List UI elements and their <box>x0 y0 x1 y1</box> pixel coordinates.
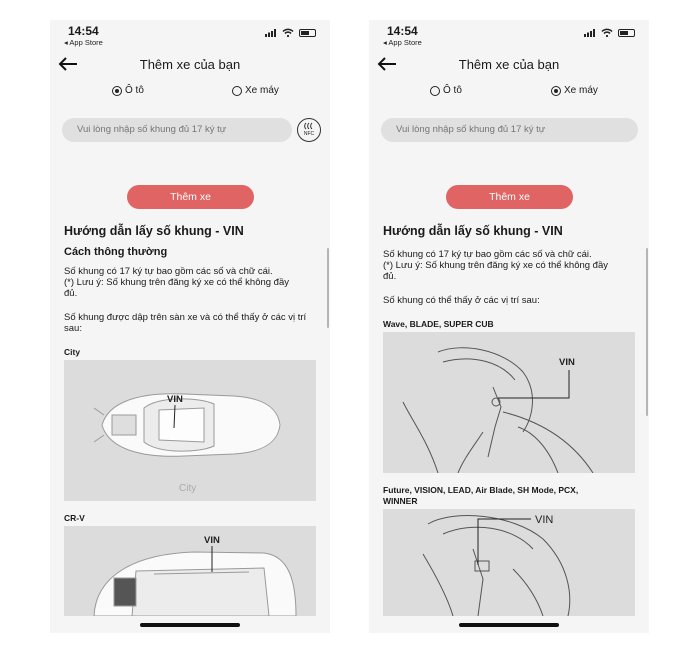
radio-checked-icon <box>551 86 561 96</box>
crv-vin-diagram <box>64 526 316 616</box>
vehicle-type-selector <box>369 85 649 101</box>
vin-input[interactable] <box>62 118 292 142</box>
radio-motorbike-label: Xe máy <box>564 85 598 96</box>
nfc-label: NFC <box>303 131 315 137</box>
scrollbar[interactable] <box>327 248 329 328</box>
phone-screen-motorbike <box>369 20 649 633</box>
nfc-icon <box>304 122 314 130</box>
guide-title: Hướng dẫn lấy số khung - VIN <box>64 224 244 238</box>
system-icons <box>584 28 635 37</box>
radio-motorbike[interactable] <box>232 85 279 96</box>
radio-motorbike-label: Xe máy <box>245 85 279 96</box>
status-bar <box>50 20 330 50</box>
radio-unchecked-icon <box>232 86 242 96</box>
home-indicator[interactable] <box>140 623 240 627</box>
model-name-crv: CR-V <box>64 513 85 523</box>
wave-vin-diagram <box>383 332 635 473</box>
status-time: 14:54 <box>387 24 418 38</box>
vehicle-type-selector <box>50 85 330 101</box>
vin-input[interactable] <box>381 118 638 142</box>
battery-icon <box>618 29 635 37</box>
motorbike-frame-image <box>383 332 635 473</box>
add-vehicle-button[interactable]: Thêm xe <box>127 185 254 209</box>
status-bar <box>369 20 649 50</box>
model-name-city: City <box>64 347 81 357</box>
radio-checked-icon <box>112 86 122 96</box>
radio-car-label: Ô tô <box>443 85 462 96</box>
cellular-icon <box>584 29 596 37</box>
status-time: 14:54 <box>68 24 99 38</box>
cellular-icon <box>265 29 277 37</box>
radio-car-label: Ô tô <box>125 85 144 96</box>
guide-paragraph-1: Số khung có 17 ký tự bao gồm các số và chữ cái. (*) Lưu ý: Số khung trên đăng ký xe có thể không đầy đủ. <box>64 266 289 299</box>
city-vin-diagram <box>64 360 316 501</box>
page-title: Thêm xe của bạn <box>139 57 241 72</box>
guide-paragraph-2: Số khung được dập trên sàn xe và có thể thấy ở các vị trí sau: <box>64 312 307 334</box>
guide-subtitle: Cách thông thường <box>64 246 168 258</box>
future-vin-diagram <box>383 509 635 616</box>
back-to-app-store-link[interactable]: ◂ App Store <box>64 38 103 47</box>
back-to-app-store-link[interactable]: ◂ App Store <box>383 38 422 47</box>
model-name-wave-group: Wave, BLADE, SUPER CUB <box>383 319 494 329</box>
guide-paragraph-1: Số khung có 17 ký tự bao gồm các số và chữ cái. (*) Lưu ý: Số khung trên đăng ký xe có thể không đầy đủ. <box>383 249 608 282</box>
guide-title: Hướng dẫn lấy số khung - VIN <box>383 224 563 238</box>
system-icons <box>265 28 316 37</box>
home-indicator[interactable] <box>459 623 559 627</box>
battery-icon <box>299 29 316 37</box>
crv-car-top-view-image <box>64 526 316 616</box>
radio-car[interactable] <box>112 85 144 96</box>
add-vehicle-button[interactable]: Thêm xe <box>446 185 573 209</box>
scrollbar[interactable] <box>646 248 648 416</box>
radio-motorbike[interactable] <box>551 85 598 96</box>
wifi-icon <box>601 28 613 37</box>
vin-label: VIN <box>559 357 575 368</box>
model-name-future-group: Future, VISION, LEAD, Air Blade, SH Mode, PCX, WINNER <box>383 485 579 506</box>
vin-label: VIN <box>204 535 220 546</box>
city-image-caption: City <box>179 483 197 494</box>
radio-car[interactable] <box>430 85 462 96</box>
phone-screen-car <box>50 20 330 633</box>
wifi-icon <box>282 28 294 37</box>
radio-unchecked-icon <box>430 86 440 96</box>
guide-paragraph-2: Số khung có thể thấy ở các vị trí sau: <box>383 295 540 306</box>
city-car-top-view-image <box>64 360 316 501</box>
page-title: Thêm xe của bạn <box>458 57 560 72</box>
vin-label: VIN <box>535 514 554 526</box>
nfc-scan-button[interactable] <box>297 118 321 142</box>
vin-label: VIN <box>167 394 183 405</box>
motorbike-steering-image <box>383 509 635 616</box>
